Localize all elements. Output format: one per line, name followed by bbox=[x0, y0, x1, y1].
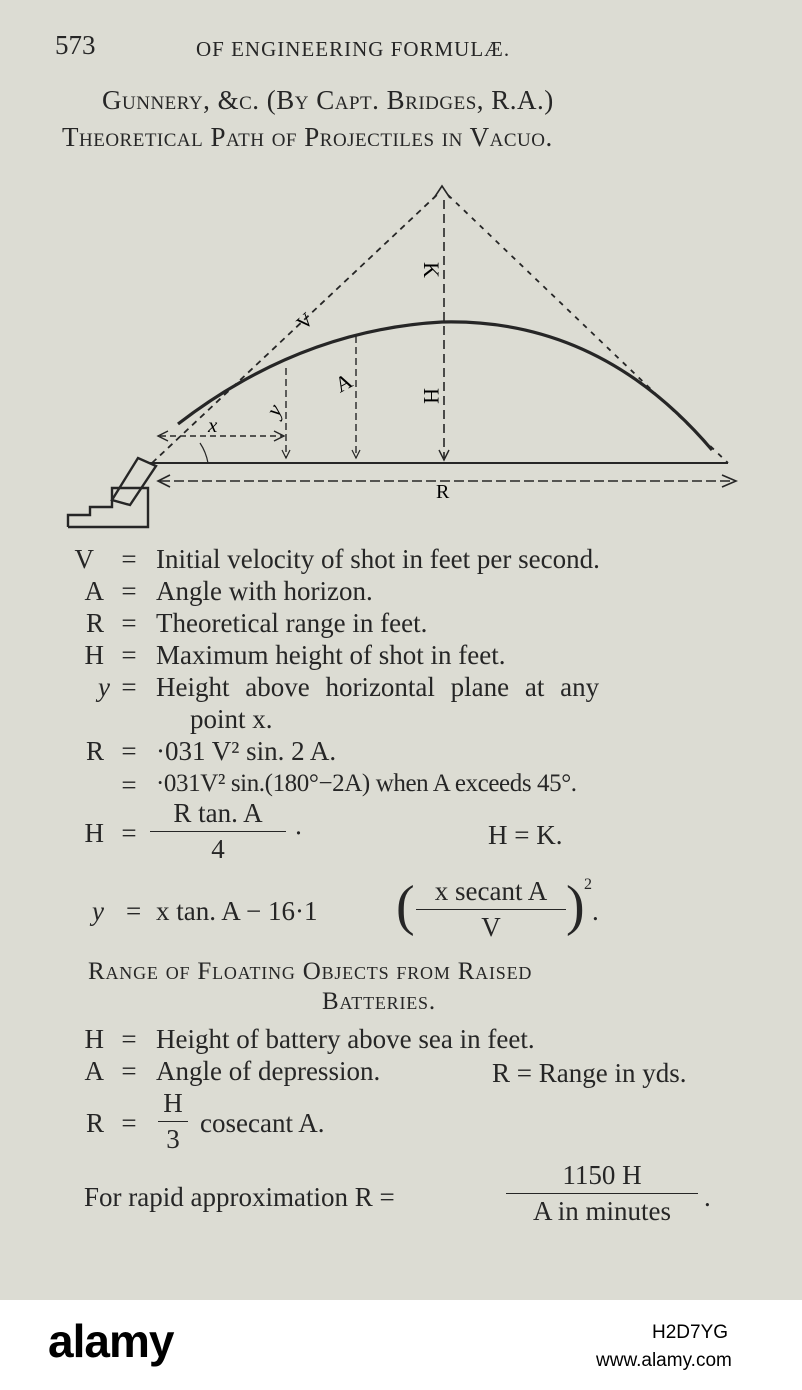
site-url: www.alamy.com bbox=[596, 1350, 732, 1371]
formula-lhs: R bbox=[85, 736, 104, 766]
definition-text: Angle of depression. bbox=[156, 1056, 381, 1086]
label-h-diagram: H bbox=[419, 388, 444, 404]
exponent: 2 bbox=[584, 876, 592, 893]
fraction-denominator: 3 bbox=[166, 1124, 180, 1154]
definition-text-continued: point x. bbox=[190, 704, 273, 734]
definition-text-right: R = Range in yds. bbox=[492, 1058, 687, 1088]
label-k: K bbox=[419, 262, 444, 278]
definition-symbol: A bbox=[84, 576, 104, 606]
formula-rhs: ·031 V² sin. 2 A. bbox=[156, 736, 337, 766]
definition-symbol: H bbox=[84, 1024, 104, 1054]
fraction-numerator: x secant A bbox=[434, 876, 548, 906]
approximation-text: For rapid approximation R = bbox=[84, 1182, 395, 1212]
fraction-denominator: 4 bbox=[211, 834, 225, 864]
definition-symbol: H bbox=[84, 640, 104, 670]
equals-sign: = bbox=[121, 818, 137, 848]
fraction-numerator: H bbox=[163, 1088, 183, 1118]
definition-text: Initial velocity of shot in feet per second. bbox=[156, 544, 600, 574]
equals-sign: = bbox=[121, 1056, 137, 1086]
definition-symbol: V bbox=[74, 544, 94, 574]
equals-sign: = bbox=[121, 576, 137, 606]
fraction-numerator: 1150 H bbox=[562, 1160, 642, 1190]
equals-sign: = bbox=[121, 544, 137, 574]
equals-sign: = bbox=[121, 608, 137, 638]
y-fraction bbox=[416, 876, 566, 943]
h-equals-k: H = K. bbox=[488, 820, 563, 850]
label-y-diagram: y bbox=[260, 399, 288, 421]
definition-text: Angle with horizon. bbox=[156, 576, 373, 606]
fraction-denominator: A in minutes bbox=[532, 1196, 671, 1226]
page-number: 573 bbox=[55, 30, 96, 60]
definition-text: Height of battery above sea in feet. bbox=[156, 1024, 535, 1054]
gun-emplacement-icon bbox=[68, 458, 156, 527]
formula-lhs: R bbox=[85, 1108, 104, 1138]
equals-sign: = bbox=[121, 736, 137, 766]
definition-text: Maximum height of shot in feet. bbox=[156, 640, 506, 670]
gunnery-title: Gunnery, &c. (By Capt. Bridges, R.A.) bbox=[102, 85, 554, 115]
label-x-diagram: x bbox=[208, 413, 218, 437]
formula-rhs: ·031V² sin.(180°−2A) when A exceeds 45°. bbox=[156, 770, 577, 797]
definition-symbol: y bbox=[98, 672, 110, 702]
fraction-denominator: V bbox=[481, 912, 501, 942]
floating-range-fraction bbox=[158, 1088, 188, 1155]
label-a-diagram: A bbox=[330, 367, 357, 398]
fraction-numerator: R tan. A bbox=[173, 798, 263, 828]
formula-expression: x tan. A − 16·1 bbox=[156, 896, 318, 926]
formula-lhs: y bbox=[92, 896, 104, 926]
projectile-diagram bbox=[0, 170, 802, 540]
left-paren: ( bbox=[396, 875, 415, 937]
floating-title-line2: Batteries. bbox=[322, 988, 436, 1015]
height-fraction bbox=[150, 798, 286, 865]
floating-title-line1: Range of Floating Objects from Raised bbox=[88, 958, 533, 985]
trajectory-curve bbox=[178, 322, 712, 450]
equals-sign: = bbox=[121, 1108, 137, 1138]
label-v-diagram: V bbox=[292, 308, 319, 335]
equals-sign: = bbox=[121, 770, 137, 800]
image-id: H2D7YG bbox=[652, 1322, 729, 1343]
formula-tail: · bbox=[294, 818, 303, 848]
definition-symbol: A bbox=[84, 1056, 104, 1086]
equals-sign: = bbox=[126, 896, 142, 926]
formula-tail: . bbox=[592, 896, 599, 926]
formula-tail: cosecant A. bbox=[200, 1108, 325, 1138]
approximation-fraction bbox=[506, 1160, 698, 1227]
alamy-logo: alamy bbox=[48, 1315, 174, 1367]
formula-lhs: H bbox=[84, 818, 104, 848]
equals-sign: = bbox=[121, 672, 137, 702]
equals-sign: = bbox=[121, 1024, 137, 1054]
definition-text: Theoretical range in feet. bbox=[156, 608, 428, 638]
formula-tail: . bbox=[704, 1182, 711, 1212]
right-paren: ) bbox=[566, 875, 585, 937]
label-r-diagram: R bbox=[436, 481, 450, 503]
gunnery-subtitle: Theoretical Path of Projectiles in Vacuo. bbox=[62, 122, 553, 152]
definition-symbol: R bbox=[85, 608, 104, 638]
running-title: OF ENGINEERING FORMULÆ. bbox=[196, 37, 511, 61]
definition-text: Height above horizontal plane at any bbox=[156, 672, 600, 702]
equals-sign: = bbox=[121, 640, 137, 670]
